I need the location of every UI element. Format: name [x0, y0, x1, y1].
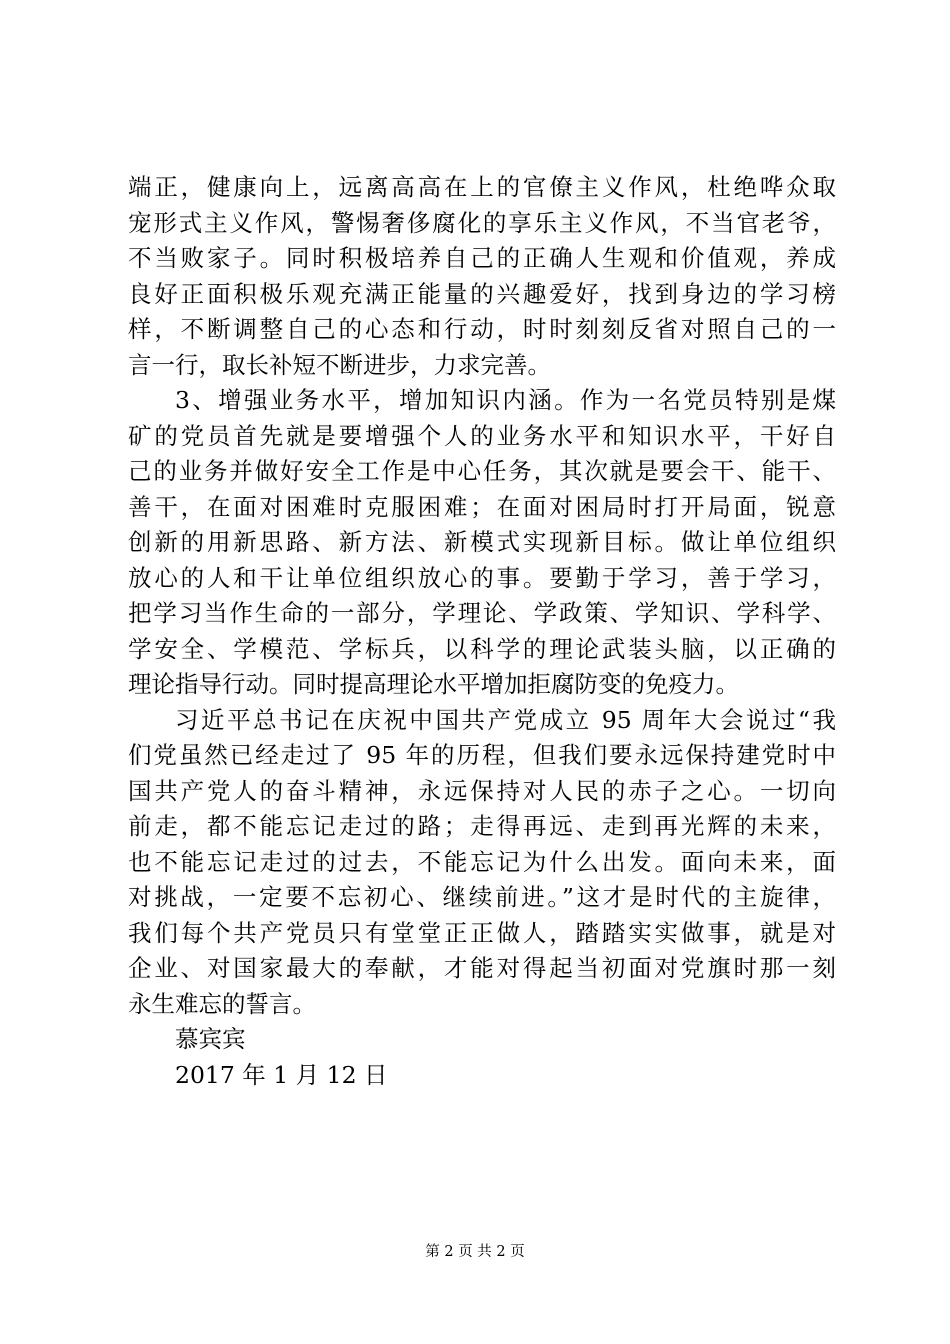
text-line: 前走，都不能忘记走过的路；走得再远、走到再光辉的未来， [128, 812, 836, 840]
text-line: 创新的用新思路、新方法、新模式实现新目标。做让单位组织 [128, 528, 836, 556]
text-line: 不当败家子。同时积极培养自己的正确人生观和价值观，养成 [128, 244, 836, 272]
text-line: 学安全、学模范、学标兵，以科学的理论武装头脑，以正确的 [128, 634, 836, 663]
text-line: 也不能忘记走过的过去，不能忘记为什么出发。面向未来，面 [128, 847, 836, 876]
page-footer: 第 2 页 共 2 页 [425, 1244, 525, 1260]
text-line: 把学习当作生命的一部分，学理论、学政策、学知识、学科学、 [128, 599, 836, 627]
text-line: 3、增强业务水平，增加知识内涵。作为一名党员特别是煤 [175, 386, 836, 414]
document-body [128, 170, 836, 1093]
text-line: 国共产党人的奋斗精神，永远保持对人民的赤子之心。一切向 [128, 776, 836, 805]
text-line: 理论指导行动。同时提高理论水平增加拒腐防变的免疫力。 [128, 670, 739, 698]
text-line: 善干，在面对困难时克服困难；在面对困局时打开局面，锐意 [128, 492, 836, 521]
text-line: 矿的党员首先就是要增强个人的业务水平和知识水平，干好自 [128, 421, 836, 450]
text-line: 样，不断调整自己的心态和行动，时时刻刻反省对照自己的一 [128, 315, 836, 343]
text-line: 端正，健康向上，远离高高在上的官僚主义作风，杜绝哗众取 [128, 173, 836, 201]
text-line: 2017 年 1 月 12 日 [175, 1060, 388, 1089]
text-line: 对挑战，一定要不忘初心、继续前进。”这才是时代的主旋律， [128, 883, 836, 911]
text-line: 慕宾宾 [175, 1025, 246, 1053]
text-line: 习近平总书记在庆祝中国共产党成立 95 周年大会说过“我 [175, 705, 836, 734]
text-line: 们党虽然已经走过了 95 年的历程，但我们要永远保持建党时中 [128, 741, 836, 769]
text-line: 我们每个共产党员只有堂堂正正做人，踏踏实实做事，就是对 [128, 918, 836, 947]
text-line: 宠形式主义作风，警惕奢侈腐化的享乐主义作风，不当官老爷， [128, 208, 836, 237]
text-line: 言一行，取长补短不断进步，力求完善。 [128, 350, 551, 379]
text-line: 放心的人和干让单位组织放心的事。要勤于学习，善于学习， [128, 563, 836, 592]
text-line: 己的业务并做好安全工作是中心任务，其次就是要会干、能干、 [128, 457, 836, 485]
text-line: 企业、对国家最大的奉献，才能对得起当初面对党旗时那一刻 [128, 954, 836, 982]
text-line: 永生难忘的誓言。 [128, 989, 316, 1018]
text-line: 良好正面积极乐观充满正能量的兴趣爱好，找到身边的学习榜 [128, 279, 836, 308]
